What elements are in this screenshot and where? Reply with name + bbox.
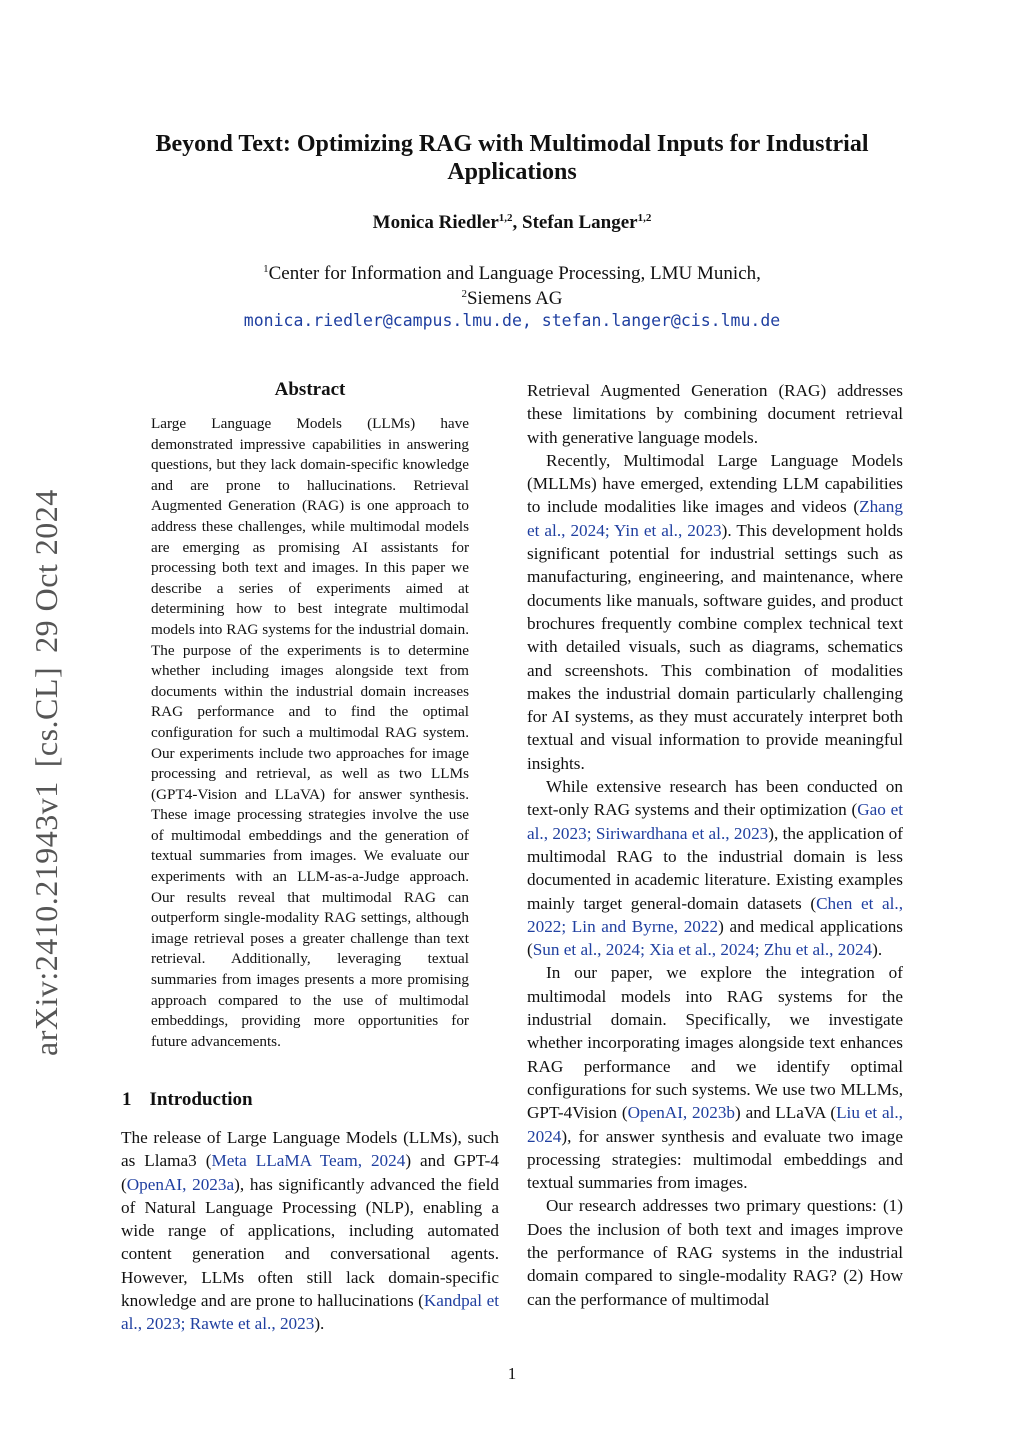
affiliation-2: $^2$Siemens AG: [461, 288, 563, 309]
title-line-1: Beyond Text: Optimizing RAG with Multimodal Inputs for Industrial: [155, 131, 869, 157]
intro-paragraph: The release of Large Language Models (LLMs), such as Llama3 (Meta LLaMA Team, 2024) and GPT-4 (OpenAI, 2023a), has significantly advanced the field of Natural Language Processing (NLP), enabling a wide range of applications, including automated content generation and conversational agents. However, LLMs often still lack domain-specific knowledge and are prone to hallucinations (Kandpal et al., 2023; Rawte et al., 2023).: [121, 1128, 499, 1334]
author-emails[interactable]: monica.riedler@campus.lmu.de, stefan.langer@cis.lmu.de: [243, 311, 781, 330]
section-heading: [122, 1089, 253, 1111]
citation-link[interactable]: Gao et al., 2023; Siriwardhana et al., 2023: [527, 800, 903, 843]
arxiv-category: [cs.CL]: [27, 666, 64, 768]
citation-link[interactable]: Liu et al., 2024: [527, 1103, 903, 1146]
section-number: 1: [122, 1089, 132, 1110]
paper-title: [120, 130, 904, 186]
citation-link[interactable]: OpenAI, 2023b: [627, 1103, 736, 1123]
citation-link[interactable]: Chen et al., 2022; Lin and Byrne, 2022: [527, 893, 904, 936]
paragraph: Retrieval Augmented Generation (RAG) addresses these limitations by combining document retrieval with generative language models.: [527, 381, 903, 447]
paragraph: Recently, Multimodal Large Language Models (MLLMs) have emerged, extending LLM capabilities to include modalities like images and videos (Zhang et al., 2024; Yin et al., 2023). This development holds significant potential for industrial settings such as manufacturing, engineering, and maintenance, where documents like manuals, software guides, and product brochures frequently combine complex technical text with detailed visuals, such as diagrams, schematics and screenshots. This combination of modalities makes the industrial domain particularly challenging for AI systems, as they must accurately interpret both textual and visual information to provide meaningful insights.: [527, 450, 903, 773]
citation-link[interactable]: Meta LLaMA Team, 2024: [211, 1151, 406, 1171]
author-affiliation-mark: 1,2: [637, 212, 652, 224]
author-name: Monica Riedler: [372, 212, 499, 233]
abstract-heading: Abstract: [274, 379, 346, 400]
paragraph: In our paper, we explore the integration of multimodal models into RAG systems for the industrial domain. Specifically, we investigate whether incorporating images alongside text enhances RAG performance and we identify optimal configurations for such systems. We use two MLLMs, GPT-4Vision (OpenAI, 2023b) and LLaVA (Liu et al., 2024), for answer synthesis and evaluate two image processing strategies: multimodal embeddings and textual summaries from images.: [527, 963, 903, 1193]
affiliation-1: $^1$Center for Information and Language Processing, LMU Munich,: [263, 263, 761, 284]
author-name: Stefan Langer: [522, 212, 638, 233]
citation-link[interactable]: Sun et al., 2024; Xia et al., 2024; Zhu et al., 2024: [532, 940, 873, 960]
arxiv-identifier: [28, 456, 64, 1056]
affiliations: [120, 261, 904, 311]
arxiv-date: 29 Oct 2024: [27, 489, 64, 653]
citation-link[interactable]: Kandpal et al., 2023; Rawte et al., 2023: [121, 1291, 499, 1334]
author-affiliation-mark: 1,2: [498, 212, 513, 224]
abstract-body: Large Language Models (LLMs) have demonstrated impressive capabilities in answering questions, but they lack domain-specific knowledge and are prone to hallucinations. Retrieval Augmented Generation (RAG) is one approach to address these challenges, while multimodal models are emerging as promising AI assistants for processing both text and images. In this paper we describe a series of experiments aimed at determining how to best integrate multimodal models into RAG systems for the industrial domain. The purpose of the experiments is to determine whether including images alongside text from documents within the industrial domain increases RAG performance and to find the optimal configuration for such a multimodal RAG system. Our experiments include two approaches for image processing and retrieval, as well as two LLMs (GPT4-Vision and LLaVA) for answer synthesis. These image processing strategies involve the use of multimodal embeddings and the generation of textual summaries from images. We evaluate our experiments with an LLM-as-a-Judge approach. Our results reveal that multimodal RAG can outperform single-modality RAG settings, although image retrieval poses a greater challenge than text retrieval. Additionally, leveraging textual summaries from images presents a more promising approach compared to the use of multimodal embeddings, providing more opportunities for future advancements.: [151, 415, 469, 1050]
citation-link[interactable]: OpenAI, 2023a: [126, 1174, 235, 1194]
page-number: 1: [507, 1364, 517, 1383]
citation-link[interactable]: Zhang et al., 2024; Yin et al., 2023: [527, 497, 903, 540]
paragraph: Our research addresses two primary questions: (1) Does the inclusion of both text and images improve the performance of RAG systems in the industrial domain compared to single-modality RAG? (2) How can the performance of multimodal: [527, 1196, 903, 1309]
title-line-2: Applications: [447, 159, 577, 185]
section-title: Introduction: [149, 1089, 253, 1110]
author-list: [120, 212, 904, 234]
right-column: [527, 379, 903, 1311]
arxiv-id: arXiv:2410.21943v1: [27, 781, 64, 1056]
paragraph: While extensive research has been conducted on text-only RAG systems and their optimization (Gao et al., 2023; Siriwardhana et al., 2023), the application of multimodal RAG to the industrial domain is less documented in academic literature. Existing examples mainly target general-domain datasets (Chen et al., 2022; Lin and Byrne, 2022) and medical applications (Sun et al., 2024; Xia et al., 2024; Zhu et al., 2024).: [527, 777, 904, 960]
author-separator: ,: [512, 212, 523, 233]
